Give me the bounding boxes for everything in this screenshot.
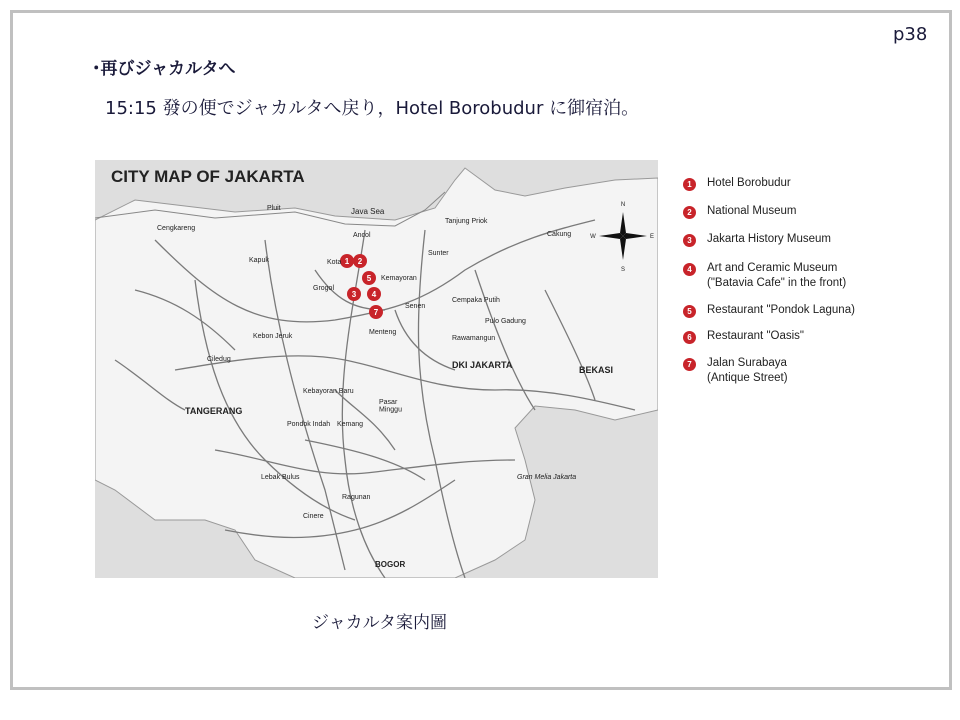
section-heading: ･再びジャカルタへ bbox=[92, 59, 236, 79]
legend-item bbox=[683, 303, 855, 318]
legend-number: 7 bbox=[683, 358, 696, 371]
map-title: CITY MAP OF JAKARTA bbox=[111, 167, 305, 186]
legend-item bbox=[683, 204, 796, 219]
compass-e: E bbox=[649, 234, 655, 240]
label-senen: Senen bbox=[405, 303, 426, 310]
compass-s: S bbox=[620, 267, 626, 273]
compass-w: W bbox=[590, 234, 596, 240]
marker-label: 4 bbox=[371, 290, 377, 299]
label-java-sea: Java Sea bbox=[351, 207, 385, 216]
legend-number: 1 bbox=[683, 178, 696, 191]
legend-number: 2 bbox=[683, 206, 696, 219]
label-cinere: Cinere bbox=[303, 513, 324, 520]
label-pondok-indah: Pondok Indah bbox=[287, 421, 331, 428]
jakarta-map bbox=[95, 160, 658, 578]
page-number: p38 bbox=[893, 24, 928, 45]
map-marker-2 bbox=[347, 287, 361, 301]
label-lebak-bulus: Lebak Bulus bbox=[261, 474, 300, 481]
map-graphic bbox=[95, 160, 658, 578]
label-dki-jakarta: DKI JAKARTA bbox=[452, 360, 513, 370]
label-menteng: Menteng bbox=[369, 329, 397, 336]
label-cempaka-putih: Cempaka Putih bbox=[452, 297, 500, 304]
legend-text: Jakarta History Museum bbox=[707, 233, 831, 245]
compass-n: N bbox=[620, 202, 626, 208]
label-kebayoran-baru: Kebayoran Baru bbox=[303, 388, 354, 395]
legend-number: 4 bbox=[683, 263, 696, 276]
label-cengkareng: Cengkareng bbox=[157, 225, 196, 232]
label-kemayoran: Kemayoran bbox=[381, 275, 417, 282]
label-grogol: Grogol bbox=[313, 285, 335, 292]
legend-number: 6 bbox=[683, 331, 696, 344]
label-tangerang: TANGERANG bbox=[185, 406, 243, 416]
map-marker-1 bbox=[367, 287, 381, 301]
label-pulo-gadung: Pulo Gadung bbox=[485, 318, 526, 325]
legend-item bbox=[683, 329, 804, 344]
legend-text: Restaurant "Pondok Laguna) bbox=[707, 304, 855, 316]
marker-label: 2 bbox=[357, 257, 363, 266]
map-caption: ジャカルタ案内圖 bbox=[312, 613, 447, 633]
map-marker-7 bbox=[369, 305, 383, 319]
itinerary-text: 15:15 發の便でジャカルタへ戻り，Hotel Borobudur に御宿泊。 bbox=[105, 98, 640, 119]
label-ciledug: Ciledug bbox=[207, 356, 231, 363]
label-gran-melia: Gran Melia Jakarta bbox=[517, 474, 577, 481]
label-kebon-jeruk: Kebon Jeruk bbox=[253, 333, 293, 340]
map-marker-3 bbox=[340, 254, 354, 268]
legend-text: Art and Ceramic Museum ("Batavia Cafe" in the front) bbox=[707, 262, 847, 289]
legend-item bbox=[683, 176, 791, 191]
legend-text: Hotel Borobudur bbox=[707, 177, 791, 189]
legend-text: Restaurant "Oasis" bbox=[707, 330, 805, 342]
marker-label: 3 bbox=[351, 290, 357, 299]
label-sunter: Sunter bbox=[428, 250, 449, 257]
marker-label: 1 bbox=[344, 257, 350, 266]
marker-label: 5 bbox=[366, 274, 372, 283]
legend-number: 5 bbox=[683, 305, 696, 318]
legend-text: National Museum bbox=[707, 205, 797, 217]
legend-number: 3 bbox=[683, 234, 696, 247]
label-bekasi: BEKASI bbox=[579, 365, 614, 375]
label-tanjung-priok: Tanjung Priok bbox=[445, 218, 488, 225]
legend-item bbox=[683, 232, 831, 247]
map-marker-4 bbox=[353, 254, 367, 268]
label-ragunan: Ragunan bbox=[342, 494, 371, 501]
marker-label: 7 bbox=[373, 308, 379, 317]
label-kemang: Kemang bbox=[337, 421, 364, 428]
label-kota: Kota bbox=[327, 259, 342, 266]
label-bogor: BOGOR bbox=[375, 560, 406, 569]
label-rawamangun: Rawamangun bbox=[452, 335, 496, 342]
label-pluit: Pluit bbox=[267, 205, 281, 212]
label-ancol: Ancol bbox=[353, 232, 371, 239]
legend-item bbox=[683, 261, 846, 291]
map-marker-5 bbox=[362, 271, 376, 285]
label-pasar-minggu: Pasar Minggu bbox=[379, 399, 402, 414]
label-kapuk: Kapuk bbox=[249, 257, 269, 264]
label-cakung: Cakung bbox=[547, 231, 572, 238]
legend-item bbox=[683, 356, 788, 386]
legend-text: Jalan Surabaya (Antique Street) bbox=[707, 357, 788, 384]
